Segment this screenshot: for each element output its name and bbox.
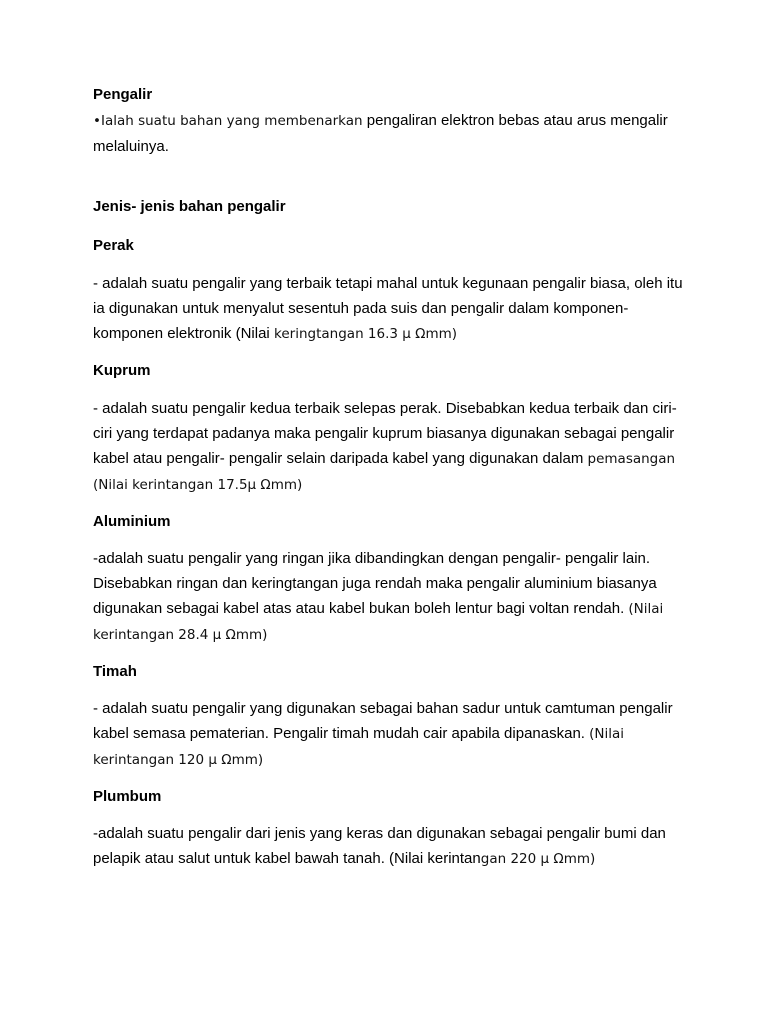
resistivity-value: pemasangan (Nilai kerintangan 17.5µ Ωmm) [93, 451, 676, 493]
material-description-kuprum [93, 396, 693, 498]
description-text: -adalah suatu pengalir yang ringan jika dibandingkan dengan pengalir- pengalir lain. Disebabkan ringan dan keringtangan juga rendah maka pengalir aluminium biasanya digunakan sebagai kabel atas atau kabel bukan boleh lentur bagi voltan rendah. [93, 550, 657, 617]
material-heading-plumbum: Plumbum [93, 788, 162, 805]
material-heading-timah: Timah [93, 663, 137, 680]
resistivity-value: (Nilai kerintangan 120 µ Ωmm) [93, 726, 625, 768]
material-description-aluminium [93, 546, 693, 648]
material-description-plumbum [93, 821, 693, 872]
material-heading-aluminium: Aluminium [93, 513, 171, 530]
section-heading: Jenis- jenis bahan pengalir [93, 198, 286, 215]
intro-paragraph [93, 108, 693, 160]
resistivity-value: (Nilai kerintangan 28.4 µ Ωmm) [93, 601, 664, 643]
resistivity-value: gan 220 µ Ωmm) [480, 851, 596, 867]
description-text: - adalah suatu pengalir yang terbaik tetapi mahal untuk kegunaan pengalir biasa, oleh itu ia digunakan untuk menyalut sesentuh pada suis dan pengalir dalam komponen- komponen elektronik (Nilai [93, 275, 683, 342]
description-text: -adalah suatu pengalir dari jenis yang keras dan digunakan sebagai pengalir bumi dan pelapik atau salut untuk kabel bawah tanah. (Nilai kerintan [93, 825, 666, 867]
intro-text-start: •Ialah suatu bahan yang membenarkan [93, 113, 363, 129]
document-title: Pengalir [93, 86, 153, 103]
description-text: - adalah suatu pengalir yang digunakan sebagai bahan sadur untuk camtuman pengalir kabel semasa pematerian. Pengalir timah mudah cair apabila dipanaskan. [93, 700, 673, 742]
intro-text-end: pengaliran elektron bebas atau arus mengalir melaluinya. [93, 112, 668, 155]
material-description-timah [93, 696, 693, 773]
material-heading-perak: Perak [93, 237, 134, 254]
material-heading-kuprum: Kuprum [93, 362, 151, 379]
resistivity-value: keringtangan 16.3 µ Ωmm) [269, 326, 458, 342]
description-text: - adalah suatu pengalir kedua terbaik selepas perak. Disebabkan kedua terbaik dan ciri- ciri yang terdapat padanya maka pengalir kuprum biasanya digunakan sebagai pengalir kabel atau pengalir- pengalir selain daripada kabel yang digunakan dalam [93, 400, 677, 467]
material-description-perak [93, 271, 693, 347]
